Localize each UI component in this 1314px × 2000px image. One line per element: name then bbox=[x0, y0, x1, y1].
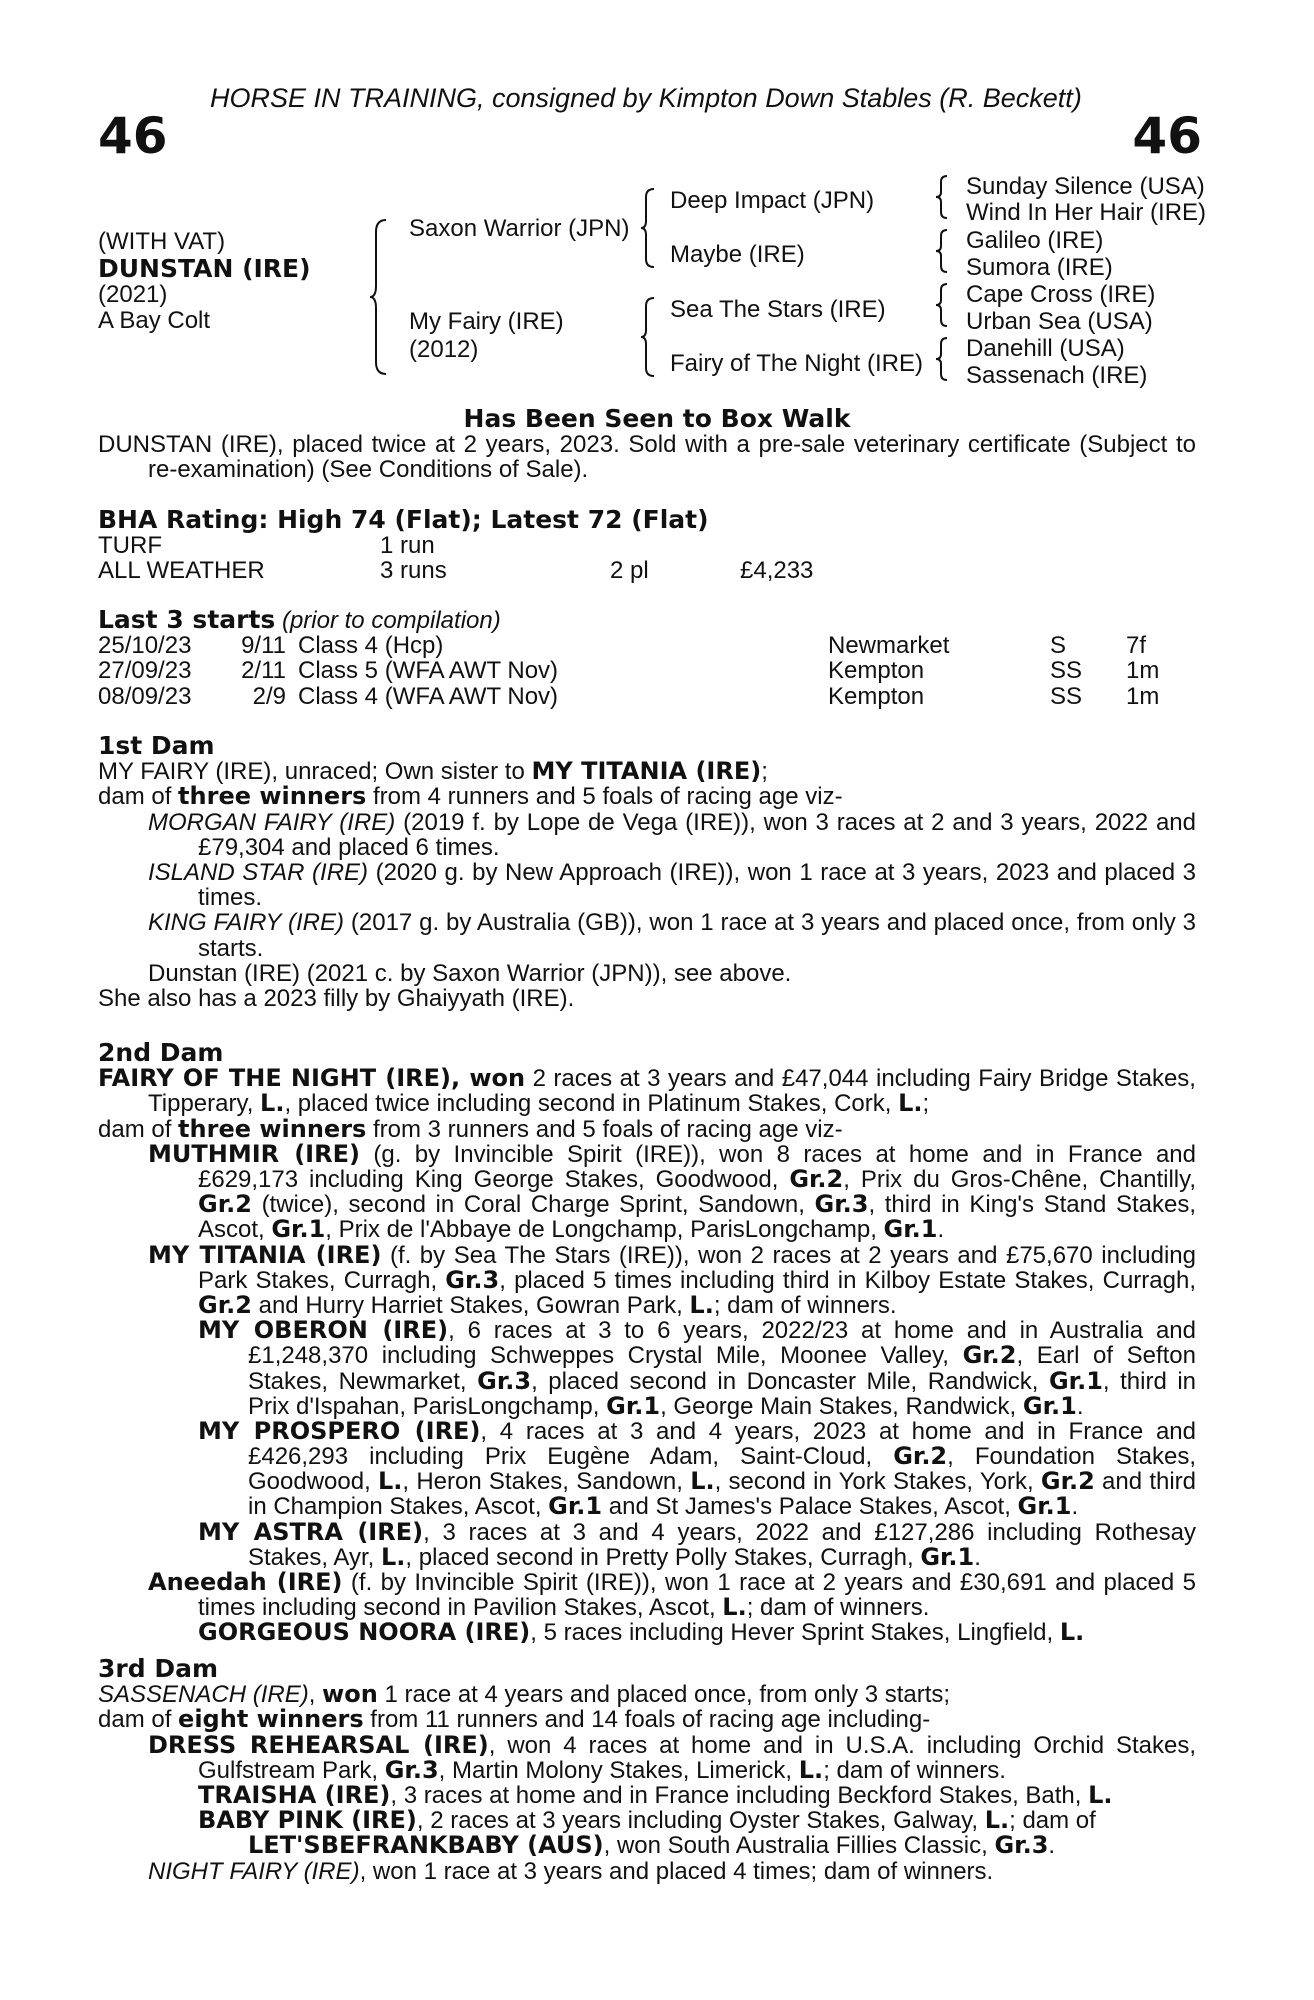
rating-surface: TURF bbox=[98, 532, 162, 560]
text: ; bbox=[922, 1090, 930, 1118]
text: , 6 races at 3 to 6 years, 2022/23 at home and in Australia and £1,248,370 including Schweppes Crystal Mile, Moonee Valley, bbox=[248, 1317, 1196, 1370]
start-date: 08/09/23 bbox=[98, 682, 192, 710]
text: , Prix du Gros-Chêne, Chantilly, bbox=[843, 1166, 1196, 1193]
grade: Gr.1 bbox=[883, 1215, 938, 1244]
rating-heading: BHA Rating: High 74 (Flat); Latest 72 (Flat) bbox=[98, 505, 709, 534]
offspring-record: (2020 g. by New Approach (IRE)), won 1 race at 3 years, 2023 and placed 3 times. bbox=[198, 859, 1197, 912]
winners-count: eight winners bbox=[178, 1705, 364, 1734]
start-position: 2/11 bbox=[241, 657, 286, 685]
last-starts-heading: Last 3 starts bbox=[98, 605, 276, 634]
offspring-entry bbox=[148, 910, 1196, 960]
lot-number-right: 46 bbox=[1132, 107, 1202, 165]
offspring-name: MY PROSPERO (IRE) bbox=[198, 1416, 481, 1445]
text: from 11 runners and 14 foals of racing age including- bbox=[363, 1706, 931, 1734]
start-course: Kempton bbox=[828, 657, 925, 685]
pedigree-dam-year: (2012) bbox=[409, 336, 479, 363]
first-dam-note: She also has a 2023 filly by Ghaiyyath (IRE). bbox=[98, 984, 575, 1012]
rating-row-turf bbox=[98, 533, 813, 558]
text: , bbox=[451, 1064, 470, 1093]
offspring-name: KING FAIRY (IRE) bbox=[148, 909, 344, 937]
pedigree-ggp-3: Galileo (IRE) bbox=[966, 227, 1104, 254]
start-date: 25/10/23 bbox=[98, 632, 192, 660]
grade: Gr.1 bbox=[1048, 1366, 1103, 1395]
pedigree-sire-sire: Deep Impact (JPN) bbox=[670, 187, 875, 214]
pedigree-ggp-8: Sassenach (IRE) bbox=[966, 362, 1148, 389]
start-going: SS bbox=[1050, 682, 1083, 710]
horse-name-bold: FAIRY OF THE NIGHT (IRE) bbox=[98, 1064, 452, 1093]
text: and Hurry Harriet Stakes, Gowran Park, bbox=[251, 1291, 690, 1319]
text: , George Main Stakes, Randwick, bbox=[660, 1392, 1023, 1420]
text: and third in Champion Stakes, Ascot, bbox=[248, 1468, 1197, 1521]
pedigree-sire-dam: Maybe (IRE) bbox=[670, 241, 805, 268]
offspring-name: DRESS REHEARSAL (IRE) bbox=[148, 1730, 489, 1759]
start-class: Class 5 (WFA AWT Nov) bbox=[298, 657, 559, 685]
first-dam-produce-line bbox=[98, 784, 1196, 809]
pedigree-bracket-dam bbox=[640, 296, 658, 378]
grade: L. bbox=[690, 1467, 715, 1496]
text: , placed second in Doncaster Mile, Randwick, bbox=[531, 1367, 1049, 1395]
rating-section bbox=[98, 507, 1196, 584]
rating-surface: ALL WEATHER bbox=[98, 557, 265, 585]
text: ; dam of winners. bbox=[823, 1756, 1006, 1784]
grade: Gr.2 bbox=[893, 1442, 948, 1471]
text: ; bbox=[761, 758, 768, 786]
pedigree-bracket-gg2 bbox=[935, 228, 951, 274]
text: , Earl of Sefton Stakes, Newmarket, bbox=[248, 1342, 1196, 1395]
pedigree-bracket-gg1 bbox=[935, 174, 951, 220]
pedigree-ggp-6: Urban Sea (USA) bbox=[966, 308, 1153, 335]
grand-offspring-entry bbox=[198, 1416, 1197, 1521]
offspring-name: Aneedah (IRE) bbox=[148, 1568, 343, 1596]
text: and St James's Palace Stakes, Ascot, bbox=[602, 1493, 1018, 1521]
grade: Gr.3 bbox=[477, 1366, 532, 1395]
grand-offspring-entry bbox=[198, 1517, 1196, 1571]
offspring-entry bbox=[148, 1240, 1197, 1319]
text: dam of bbox=[98, 1115, 179, 1143]
pedigree-bracket-main bbox=[368, 218, 390, 376]
offspring-entry bbox=[148, 860, 1196, 910]
pedigree-ggp-1: Sunday Silence (USA) bbox=[966, 173, 1205, 200]
grade: Gr.1 bbox=[271, 1215, 326, 1244]
grade: Gr.3 bbox=[384, 1755, 439, 1784]
text: dam of bbox=[98, 1706, 179, 1734]
rating-prize bbox=[740, 533, 813, 558]
first-dam-line bbox=[98, 759, 1196, 784]
text: , 3 races at home and in France including Beckford Stakes, Bath, bbox=[390, 1782, 1089, 1809]
second-dam-produce-line bbox=[98, 1114, 1196, 1143]
grade: L. bbox=[898, 1089, 923, 1118]
text: ; dam of winners. bbox=[713, 1291, 897, 1319]
text: (f. by Sea The Stars (IRE)), won 2 races at 2 years and £75,670 including Park Stakes, Curragh, bbox=[198, 1241, 1197, 1294]
start-position: 9/11 bbox=[241, 632, 286, 660]
text: . bbox=[974, 1543, 981, 1571]
page-title: HORSE IN TRAINING, consigned by Kimpton Down Stables (R. Beckett) bbox=[210, 83, 1082, 113]
text: 1 race at 4 years and placed once, from only 3 starts; bbox=[377, 1681, 951, 1709]
grade: L. bbox=[984, 1806, 1010, 1835]
grade: Gr.1 bbox=[548, 1492, 603, 1521]
offspring-name: MORGAN FAIRY (IRE) bbox=[148, 808, 396, 836]
offspring-name: NIGHT FAIRY (IRE) bbox=[148, 1857, 360, 1885]
text: , won 4 races at home and in U.S.A. including Orchid Stakes, Gulfstream Park, bbox=[198, 1731, 1196, 1784]
grade: Gr.2 bbox=[198, 1190, 252, 1219]
text: , Heron Stakes, Sandown, bbox=[402, 1468, 691, 1496]
won-label: won bbox=[469, 1064, 526, 1093]
text: from 4 runners and 5 foals of racing age viz- bbox=[366, 783, 843, 811]
text: . bbox=[1048, 1832, 1056, 1860]
grade: L. bbox=[689, 1290, 714, 1319]
second-dam-section bbox=[98, 1040, 1196, 1646]
text: from 3 runners and 5 foals of racing age viz- bbox=[366, 1115, 843, 1143]
offspring-name: BABY PINK (IRE) bbox=[198, 1806, 417, 1835]
offspring-entry bbox=[148, 1139, 1197, 1244]
offspring-entry: Dunstan (IRE) (2021 c. by Saxon Warrior (JPN)), see above. bbox=[148, 959, 792, 987]
offspring-entry bbox=[148, 1859, 1196, 1884]
winners-count: three winners bbox=[178, 782, 367, 811]
rating-row-aw bbox=[98, 558, 813, 583]
pedigree-ggp-4: Sumora (IRE) bbox=[966, 254, 1113, 281]
won-label: won bbox=[322, 1680, 378, 1709]
third-dam-section bbox=[98, 1656, 1196, 1884]
text: . bbox=[937, 1216, 945, 1244]
text: , Foundation Stakes, Goodwood, bbox=[248, 1443, 1196, 1496]
start-going: S bbox=[1050, 632, 1067, 660]
start-going: SS bbox=[1050, 657, 1083, 685]
box-walk-notice: Has Been Seen to Box Walk bbox=[463, 404, 851, 433]
text: , placed second in Pretty Polly Stakes, Curragh, bbox=[405, 1543, 921, 1571]
rating-runs: 3 runs bbox=[380, 557, 447, 585]
offspring-name: MY TITANIA (IRE) bbox=[148, 1240, 382, 1269]
offspring-entry bbox=[148, 1730, 1196, 1784]
grade: L. bbox=[1088, 1781, 1113, 1809]
text: , won 1 race at 3 years and placed 4 times; dam of winners. bbox=[359, 1857, 994, 1885]
text: 2 races at 3 years and £47,044 including Fairy Bridge Stakes, Tipperary, bbox=[148, 1065, 1196, 1118]
start-class: Class 4 (WFA AWT Nov) bbox=[298, 682, 559, 710]
horse-description: A Bay Colt bbox=[98, 307, 211, 334]
horse-year: (2021) bbox=[98, 281, 168, 308]
horse-name: SASSENACH (IRE) bbox=[98, 1681, 309, 1709]
rating-table bbox=[98, 533, 813, 583]
winners-count: three winners bbox=[178, 1114, 367, 1143]
start-row bbox=[98, 658, 1159, 683]
text: (g. by Invincible Spirit (IRE)), won 8 races at home and in France and £629,173 including King George Stakes, Goodwood, bbox=[198, 1140, 1197, 1193]
start-date: 27/09/23 bbox=[98, 657, 192, 685]
last-starts-table bbox=[98, 633, 1159, 709]
text: , second in York Stakes, York, bbox=[714, 1468, 1041, 1496]
text: , placed twice including second in Platinum Stakes, Cork, bbox=[284, 1090, 899, 1118]
text: ; dam of bbox=[1009, 1807, 1096, 1835]
text: ; dam of winners. bbox=[746, 1594, 930, 1622]
text: (f. by Invincible Spirit (IRE)), won 1 race at 2 years and £30,691 and placed 5 times including second in Pavilion Stakes, Ascot, bbox=[198, 1569, 1196, 1622]
intro-section bbox=[98, 432, 1196, 482]
pedigree-ggp-2: Wind In Her Hair (IRE) bbox=[966, 199, 1207, 226]
first-dam-heading: 1st Dam bbox=[98, 731, 215, 760]
second-dam-line bbox=[98, 1066, 1196, 1116]
text: , Martin Molony Stakes, Limerick, bbox=[438, 1756, 799, 1784]
grade: L. bbox=[1059, 1618, 1085, 1647]
text: , Prix de l'Abbaye de Longchamp, ParisLongchamp, bbox=[325, 1216, 884, 1244]
grade: Gr.2 bbox=[1040, 1467, 1095, 1496]
offspring-name: GORGEOUS NOORA (IRE) bbox=[198, 1618, 531, 1647]
start-distance: 1m bbox=[1126, 682, 1160, 710]
start-distance: 7f bbox=[1126, 632, 1147, 660]
text: MY FAIRY (IRE), unraced; Own sister to bbox=[98, 758, 532, 786]
start-row bbox=[98, 633, 1159, 658]
grade: L. bbox=[260, 1089, 285, 1118]
text: , 4 races at 3 and 4 years, 2023 at home and in France and £426,293 including Prix Eugène Adam, Saint-Cloud, bbox=[248, 1417, 1196, 1471]
grade: Gr.3 bbox=[994, 1831, 1049, 1860]
first-dam-section bbox=[98, 733, 1196, 1011]
rating-placed: 2 pl bbox=[610, 557, 649, 585]
start-distance: 1m bbox=[1126, 657, 1160, 685]
text: , 2 races at 3 years including Oyster Stakes, Galway, bbox=[416, 1807, 985, 1835]
horse-name: DUNSTAN (IRE) bbox=[98, 254, 311, 283]
text: , third in Prix d'Ispahan, ParisLongchamp, bbox=[248, 1367, 1196, 1420]
intro-text: DUNSTAN (IRE), placed twice at 2 years, 2023. Sold with a pre-sale veterinary certificate (Subject to re-examination) (See Conditions of Sale). bbox=[98, 431, 1196, 484]
pedigree-bracket-gg3 bbox=[935, 282, 951, 328]
offspring-name: MY OBERON (IRE) bbox=[198, 1316, 449, 1345]
pedigree-sire: Saxon Warrior (JPN) bbox=[409, 215, 630, 242]
start-course: Kempton bbox=[828, 682, 925, 710]
offspring-name: ISLAND STAR (IRE) bbox=[148, 859, 369, 886]
text: (twice), second in Coral Charge Sprint, Sandown, bbox=[251, 1191, 815, 1219]
text: dam of bbox=[98, 783, 179, 811]
text: . bbox=[1071, 1493, 1079, 1521]
grade: Gr.1 bbox=[1017, 1492, 1072, 1521]
third-dam-heading: 3rd Dam bbox=[98, 1654, 218, 1683]
pedigree-ggp-7: Danehill (USA) bbox=[966, 335, 1125, 362]
horse-name-bold: MY TITANIA (IRE) bbox=[531, 757, 762, 786]
grand-offspring-entry bbox=[198, 1318, 1196, 1419]
offspring-name: MUTHMIR (IRE) bbox=[148, 1139, 360, 1168]
start-position: 2/9 bbox=[252, 682, 286, 710]
grand-offspring-entry bbox=[198, 1620, 1196, 1645]
grade: Gr.2 bbox=[789, 1165, 844, 1193]
grade: Gr.1 bbox=[920, 1542, 975, 1571]
offspring-name: TRAISHA (IRE) bbox=[198, 1781, 391, 1809]
pedigree-bracket-sire bbox=[640, 187, 658, 269]
grade: L. bbox=[722, 1593, 747, 1622]
last-starts-section bbox=[98, 607, 1196, 709]
text: . bbox=[1076, 1392, 1084, 1420]
rating-placed bbox=[610, 533, 740, 558]
pedigree-ggp-5: Cape Cross (IRE) bbox=[966, 281, 1156, 308]
text: , won South Australia Fillies Classic, bbox=[603, 1832, 995, 1860]
great-grand-offspring-entry bbox=[248, 1833, 1196, 1858]
pedigree-dam-sire: Sea The Stars (IRE) bbox=[670, 296, 886, 323]
second-dam-heading: 2nd Dam bbox=[98, 1038, 224, 1067]
grade: L. bbox=[378, 1467, 403, 1496]
pedigree-dam: My Fairy (IRE) bbox=[409, 308, 564, 335]
third-dam-produce-line bbox=[98, 1707, 1196, 1732]
grade: Gr.1 bbox=[1022, 1391, 1077, 1420]
text: , bbox=[308, 1681, 323, 1709]
grand-offspring-entry bbox=[198, 1808, 1196, 1833]
grade: L. bbox=[380, 1542, 406, 1571]
offspring-record: (2017 g. by Australia (GB)), won 1 race at 3 years and placed once, from only 3 starts. bbox=[198, 909, 1197, 962]
grade: Gr.3 bbox=[445, 1265, 500, 1294]
offspring-entry bbox=[148, 1570, 1196, 1620]
start-class: Class 4 (Hcp) bbox=[298, 632, 444, 660]
grand-offspring-entry bbox=[198, 1783, 1196, 1808]
third-dam-line bbox=[98, 1682, 1196, 1707]
lot-number-left: 46 bbox=[98, 107, 168, 165]
pedigree-dam-dam: Fairy of The Night (IRE) bbox=[670, 350, 923, 377]
text: , placed 5 times including third in Kilboy Estate Stakes, Curragh, bbox=[499, 1266, 1196, 1294]
pedigree-bracket-gg4 bbox=[935, 336, 951, 382]
vat-note: (WITH VAT) bbox=[98, 228, 226, 255]
grade: Gr.2 bbox=[962, 1341, 1017, 1370]
start-row bbox=[98, 684, 1159, 709]
text: , 5 races including Hever Sprint Stakes, Lingfield, bbox=[530, 1619, 1060, 1647]
offspring-record: (2019 f. by Lope de Vega (IRE)), won 3 races at 2 and 3 years, 2022 and £79,304 and placed 6 times. bbox=[198, 808, 1196, 861]
start-course: Newmarket bbox=[828, 632, 950, 660]
offspring-name: MY ASTRA (IRE) bbox=[198, 1517, 424, 1546]
offspring-entry bbox=[148, 810, 1196, 860]
grade: Gr.2 bbox=[198, 1290, 252, 1319]
grade: Gr.3 bbox=[814, 1190, 869, 1219]
rating-prize: £4,233 bbox=[740, 557, 814, 585]
text: , 3 races at 3 and 4 years, 2022 and £127,286 including Rothesay Stakes, Ayr, bbox=[248, 1518, 1196, 1571]
offspring-name: LET'SBEFRANKBABY (AUS) bbox=[248, 1831, 604, 1860]
rating-runs: 1 run bbox=[380, 532, 435, 560]
last-starts-subheading: (prior to compilation) bbox=[281, 607, 501, 634]
text: , third in King's Stand Stakes, Ascot, bbox=[198, 1191, 1197, 1244]
grade: L. bbox=[798, 1755, 824, 1784]
grade: Gr.1 bbox=[606, 1391, 661, 1420]
